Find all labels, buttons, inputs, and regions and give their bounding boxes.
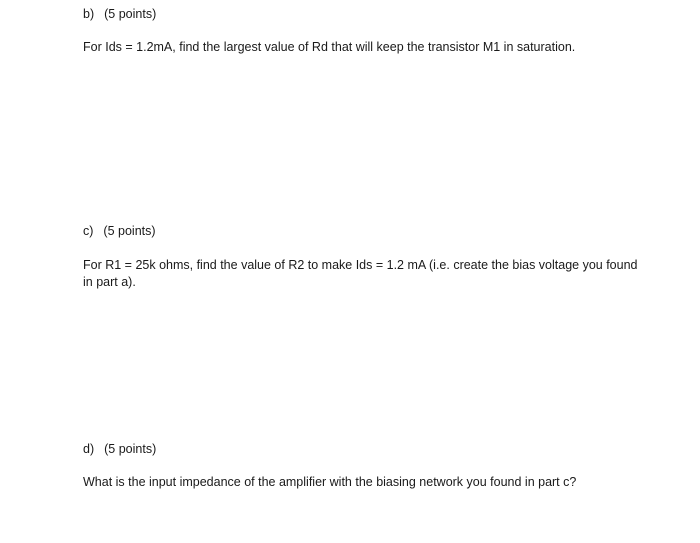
- question-d-heading: [83, 441, 156, 458]
- question-c-letter: c): [83, 224, 94, 238]
- question-b-letter: b): [83, 7, 95, 21]
- question-d-text: What is the input impedance of the amplifier with the biasing network you found in part c?: [83, 475, 577, 489]
- question-c-heading: [83, 223, 156, 240]
- question-b-text: For Ids = 1.2mA, find the largest value of Rd that will keep the transistor M1 in saturation.: [83, 40, 576, 54]
- question-c-text: For R1 = 25k ohms, find the value of R2 to make Ids = 1.2 mA (i.e. create the bias voltage you found in part a).: [83, 258, 638, 289]
- question-b-heading: [83, 6, 156, 23]
- question-b-points: (5 points): [104, 7, 157, 21]
- question-d-letter: d): [83, 442, 95, 456]
- question-c-points: (5 points): [103, 224, 156, 238]
- question-d-points: (5 points): [104, 442, 157, 456]
